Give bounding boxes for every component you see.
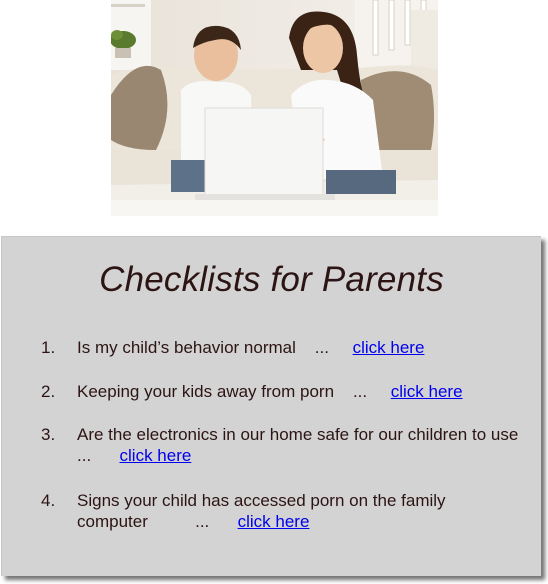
click-here-link-4[interactable]: click here [237, 512, 310, 531]
item-dots: ... [77, 446, 92, 465]
click-here-link-3[interactable]: click here [119, 446, 192, 465]
item-number: 2. [41, 382, 56, 401]
item-number: 3. [41, 425, 56, 444]
click-here-link-1[interactable]: click here [352, 338, 425, 357]
checklist-panel [1, 236, 541, 576]
item-text-wrap [77, 490, 527, 532]
item-number: 4. [41, 491, 56, 510]
item-text-wrap [77, 381, 527, 402]
item-text-wrap [77, 424, 527, 466]
item-text: Is my child’s behavior normal [77, 338, 296, 357]
item-dots: ... [314, 338, 329, 357]
children-laptop-photo [111, 0, 438, 216]
item-text: Signs your child has accessed porn on the family computer [77, 491, 446, 531]
item-text: Keeping your kids away from porn [77, 382, 335, 401]
item-text: Are the electronics in our home safe for our children to use [77, 425, 519, 444]
item-number: 1. [41, 338, 56, 357]
item-dots: ... [352, 382, 368, 401]
photo-illustration [111, 0, 438, 216]
click-here-link-2[interactable]: click here [390, 382, 463, 401]
item-dots: ... [195, 512, 210, 531]
item-text-wrap [77, 337, 527, 358]
checklist-title: Checklists for Parents [99, 260, 444, 299]
